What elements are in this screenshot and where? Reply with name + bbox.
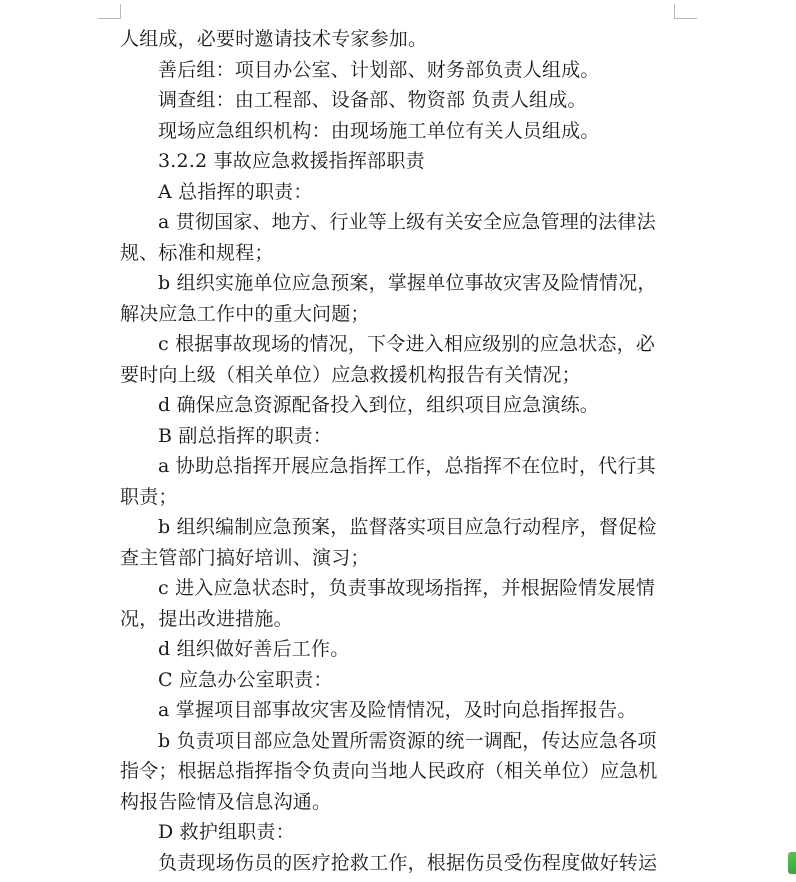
paragraph: 现场应急组织机构：由现场施工单位有关人员组成。	[158, 119, 600, 142]
paragraph: a 掌握项目部事故灾害及险情情况，及时向总指挥报告。	[158, 699, 637, 721]
paragraph: 负责现场伤员的医疗抢救工作，根据伤员受伤程度做好转运	[158, 851, 658, 874]
subsection-heading: C 应急办公室职责：	[158, 668, 333, 691]
paragraph: b 负责项目部应急处置所需资源的统一调配，传达应急各项指令；根据总指挥指令负责向当地人民政府（相关单位）应急机构报告险情及信息沟通。	[120, 729, 658, 813]
crop-mark-top-right	[674, 4, 697, 19]
paragraph: b 组织编制应急预案，监督落实项目应急行动程序，督促检查主管部门搞好培训、演习；	[120, 516, 657, 569]
paragraph: a 贯彻国家、地方、行业等上级有关安全应急管理的法律法规、标准和规程；	[120, 211, 656, 264]
paragraph: 善后组：项目办公室、计划部、财务部负责人组成。	[158, 58, 600, 81]
paragraph: a 协助总指挥开展应急指挥工作，总指挥不在位时，代行其职责；	[120, 455, 656, 508]
paragraph: 调查组：由工程部、设备部、物资部 负责人组成。	[158, 89, 587, 111]
subsection-heading: B 副总指挥的职责：	[158, 424, 333, 447]
section-heading: 3.2.2 事故应急救援指挥部职责	[158, 150, 425, 172]
paragraph: b 组织实施单位应急预案，掌握单位事故灾害及险情情况，解决应急工作中的重大问题；	[120, 272, 657, 325]
subsection-heading: D 救护组职责：	[158, 821, 295, 843]
paragraph: d 组织做好善后工作。	[158, 638, 350, 660]
document-body[interactable]	[120, 24, 674, 878]
subsection-heading: A 总指挥的职责：	[158, 180, 313, 203]
paragraph: c 进入应急状态时，负责事故现场指挥，并根据险情发展情况，提出改进措施。	[120, 577, 656, 630]
scroll-marker-icon	[788, 852, 796, 874]
crop-mark-top-left	[98, 4, 121, 19]
paragraph: 人组成，必要时邀请技术专家参加。	[120, 28, 428, 50]
paragraph: d 确保应急资源配备投入到位，组织项目应急演练。	[158, 394, 600, 416]
paragraph: c 根据事故现场的情况，下令进入相应级别的应急状态，必要时向上级（相关单位）应急救援机构报告有关情况；	[120, 333, 656, 386]
